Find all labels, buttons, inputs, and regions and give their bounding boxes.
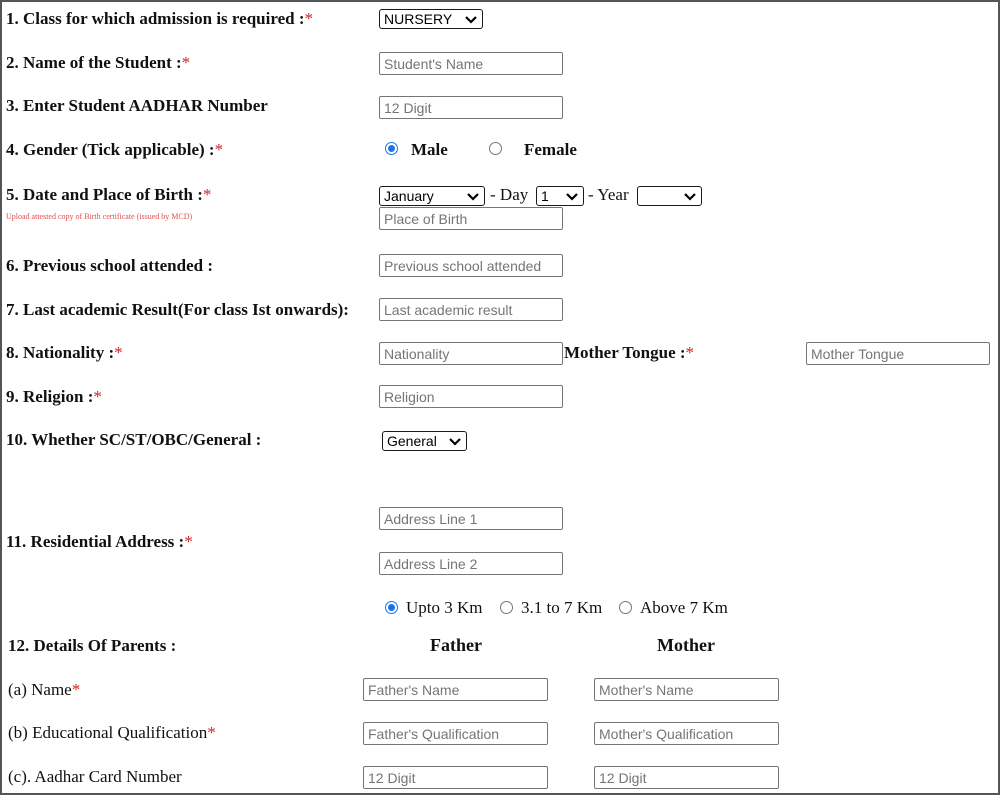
q9-label: 9. Religion :* [6,387,102,406]
previous-school-input[interactable] [379,254,563,277]
q2-label: 2. Name of the Student :* [6,53,191,72]
address-line2-input[interactable] [379,552,563,575]
class-select-value: NURSERY [384,11,453,27]
required-star: * [304,9,313,28]
place-of-birth-input[interactable] [379,207,563,230]
required-star: * [184,532,193,551]
required-star: * [685,343,695,362]
q5-label: 5. Date and Place of Birth :* [6,185,212,204]
birth-month-value: January [384,188,434,204]
religion-input[interactable] [379,385,563,408]
chevron-down-icon [464,12,478,26]
q12-label: 12. Details Of Parents : [8,636,177,655]
birth-day-value: 1 [541,188,549,204]
distance-upto3-label: Upto 3 Km [406,598,483,617]
birth-day-select[interactable] [536,186,584,206]
distance-above7-label: Above 7 Km [640,598,728,617]
birth-month-select[interactable] [379,186,485,206]
distance-above7-radio[interactable] [619,601,632,614]
required-star: * [181,53,191,72]
q1-label: 1. Class for which admission is required :* [6,9,313,28]
mother-name-input[interactable] [594,678,779,701]
parent-aadhar-label: (c). Aadhar Card Number [8,767,182,786]
gender-male-label: Male [411,140,448,159]
mother-aadhar-input[interactable] [594,766,779,789]
q6-label: 6. Previous school attended : [6,256,213,275]
chevron-down-icon [683,189,697,203]
birth-certificate-note: Upload attested copy of Birth certificate (issued by MCD) [6,212,193,221]
father-aadhar-input[interactable] [363,766,548,789]
chevron-down-icon [448,434,462,448]
father-column-header: Father [430,635,482,655]
student-aadhar-input[interactable] [379,96,563,119]
last-result-input[interactable] [379,298,563,321]
required-star: * [207,723,216,742]
required-star: * [214,140,224,159]
gender-male-radio[interactable] [385,142,398,155]
mother-tongue-input[interactable] [806,342,990,365]
mother-tongue-label: Mother Tongue :* [564,343,695,362]
class-select[interactable] [379,9,483,29]
chevron-down-icon [466,189,480,203]
required-star: * [202,185,212,204]
chevron-down-icon [565,189,579,203]
q4-label: 4. Gender (Tick applicable) :* [6,140,224,159]
required-star: * [93,387,102,406]
parent-qualification-label: (b) Educational Qualification* [8,723,216,742]
gender-female-label: Female [524,140,577,159]
required-star: * [71,680,81,699]
distance-upto3-radio[interactable] [385,601,398,614]
father-qualification-input[interactable] [363,722,548,745]
birth-year-select[interactable] [637,186,702,206]
q3-label: 3. Enter Student AADHAR Number [6,96,268,115]
nationality-input[interactable] [379,342,563,365]
gender-female-radio[interactable] [489,142,502,155]
day-label: - Day [490,185,529,204]
category-select[interactable] [382,431,467,451]
q7-label: 7. Last academic Result(For class Ist onwards): [6,300,349,319]
student-name-input[interactable] [379,52,563,75]
distance-3to7-label: 3.1 to 7 Km [521,598,603,617]
q10-label: 10. Whether SC/ST/OBC/General : [6,430,262,449]
mother-column-header: Mother [657,635,715,655]
address-line1-input[interactable] [379,507,563,530]
category-select-value: General [387,433,437,449]
year-label: - Year [588,185,629,204]
q11-label: 11. Residential Address :* [6,532,193,551]
required-star: * [114,343,123,362]
mother-qualification-input[interactable] [594,722,779,745]
father-name-input[interactable] [363,678,548,701]
parent-name-label: (a) Name* [8,680,81,699]
q8-label: 8. Nationality :* [6,343,123,362]
distance-3to7-radio[interactable] [500,601,513,614]
